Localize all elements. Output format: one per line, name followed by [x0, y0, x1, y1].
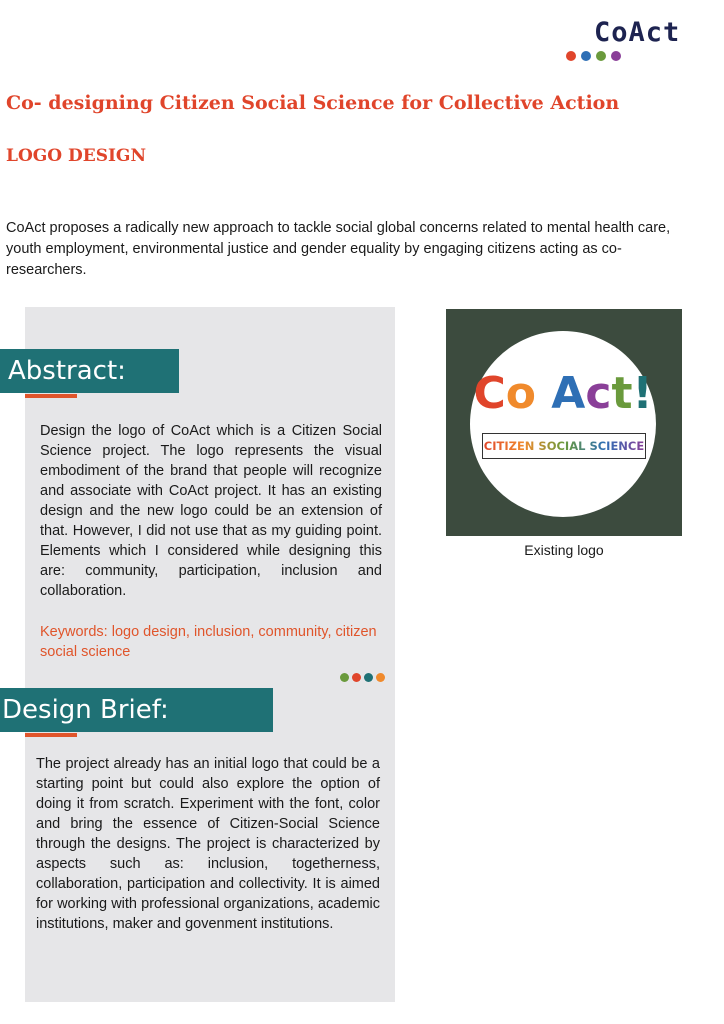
section-title: LOGO DESIGN — [6, 146, 146, 166]
design-brief-body: The project already has an initial logo that could be a starting point but could also explore the option of doing it from scratch. Experiment with the font, color and bring the essence of Citizen-Social Science through the designs. The project is characterized by aspects such as: inclusion, togetherness, collaboration, participation and collectivity. It is aimed for working with professional organizations, academic institutions, maker and govenment institutions. — [36, 756, 380, 932]
abstract-body: Design the logo of CoAct which is a Citizen Social Science project. The logo represents the visual embodiment of the brand that people will recognize and associate with CoAct project. It has an existing design and the new logo could be an extension of that. However, I did not use that as my guiding point. Elements which I considered while designing this are: community, participation, inclusion and collaboration. — [40, 423, 382, 599]
logo-banner: CITIZEN SOCIAL SCIENCE — [482, 433, 646, 459]
intro-paragraph: CoAct proposes a radically new approach to tackle social global concerns related to mental health care, youth employment, environmental justice and gender equality by engaging citizens acting as co-researchers. — [6, 220, 671, 278]
section-divider-dots — [340, 673, 385, 682]
brand-dots — [566, 51, 621, 61]
brand-name: CoAct — [594, 17, 681, 48]
abstract-underline — [25, 394, 77, 398]
design-brief-heading: Design Brief: — [0, 688, 273, 732]
logo-circle — [470, 331, 656, 517]
page-title: Co- designing Citizen Social Science for Collective Action — [6, 92, 620, 114]
brand-dot-2 — [581, 51, 591, 61]
brand-dot-4 — [611, 51, 621, 61]
brand-dot-3 — [596, 51, 606, 61]
divider-dot-3 — [364, 673, 373, 682]
logo-wordmark: Co Act! — [473, 368, 653, 419]
design-brief-underline — [25, 733, 77, 737]
abstract-keywords: Keywords: logo design, inclusion, community, citizen social science — [40, 624, 377, 660]
brand-dot-1 — [566, 51, 576, 61]
divider-dot-2 — [352, 673, 361, 682]
divider-dot-1 — [340, 673, 349, 682]
existing-logo-caption: Existing logo — [524, 542, 604, 558]
abstract-heading: Abstract: — [0, 349, 179, 393]
brand-logo — [594, 18, 680, 48]
existing-logo-image — [446, 309, 682, 536]
divider-dot-4 — [376, 673, 385, 682]
